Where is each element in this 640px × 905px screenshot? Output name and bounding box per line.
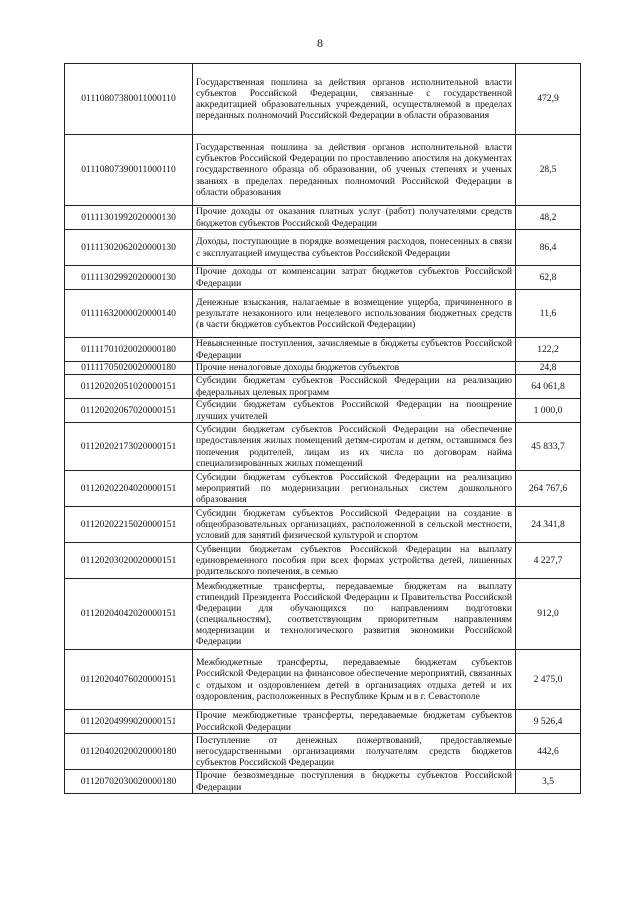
row-code: 01120204999020000151 xyxy=(65,710,193,734)
row-amount: 62,8 xyxy=(516,266,581,290)
row-amount: 9 526,4 xyxy=(516,710,581,734)
row-description: Прочие безвозмездные поступления в бюджеты субъектов Российской Федерации xyxy=(193,770,516,794)
row-amount: 264 767,6 xyxy=(516,471,581,507)
row-description: Невыясненные поступления, зачисляемые в бюджеты субъектов Российской Федерации xyxy=(193,338,516,362)
row-amount: 28,5 xyxy=(516,135,581,206)
row-description: Межбюджетные трансферты, передаваемые бюджетам субъектов Российской Федерации на финансовое обеспечение мероприятий, связанных с отдыхом и оздоровлением детей в организациях отдыха детей и их оздоровления, расположенных в Республике Крым и в г. Севастополе xyxy=(193,650,516,710)
row-description: Субсидии бюджетам субъектов Российской Федерации на поощрение лучших учителей xyxy=(193,399,516,423)
row-description: Межбюджетные трансферты, передаваемые бюджетам на выплату стипендий Президента Российской Федерации и Правительства Российской Федерации для обучающихся по направлениям подготовки (специальностям), соответствующим приоритетным направлениям модернизации и технологического развития экономики Российской Федерации xyxy=(193,579,516,650)
row-code: 01120202215020000151 xyxy=(65,507,193,543)
table-row xyxy=(65,507,581,543)
row-amount: 912,0 xyxy=(516,579,581,650)
row-amount: 86,4 xyxy=(516,230,581,266)
row-code: 01111302062020000130 xyxy=(65,230,193,266)
row-code: 01120402020020000180 xyxy=(65,734,193,770)
row-code: 01111301992020000130 xyxy=(65,206,193,230)
table-body xyxy=(65,64,581,794)
row-code: 01111701020020000180 xyxy=(65,338,193,362)
row-description: Субсидии бюджетам субъектов Российской Федерации на реализацию мероприятий по модернизации региональных систем дошкольного образования xyxy=(193,471,516,507)
row-amount: 1 000,0 xyxy=(516,399,581,423)
table-row xyxy=(65,362,581,375)
table-row xyxy=(65,543,581,579)
table-row xyxy=(65,290,581,338)
table-row xyxy=(65,266,581,290)
row-amount: 24 341,8 xyxy=(516,507,581,543)
table-row xyxy=(65,471,581,507)
row-code: 01120702030020000180 xyxy=(65,770,193,794)
row-description: Доходы, поступающие в порядке возмещения расходов, понесенных в связи с эксплуатацией имущества субъектов Российской Федерации xyxy=(193,230,516,266)
row-code: 01111632000020000140 xyxy=(65,290,193,338)
table-row xyxy=(65,338,581,362)
row-amount: 4 227,7 xyxy=(516,543,581,579)
row-description: Прочие доходы от оказания платных услуг (работ) получателями средств бюджетов субъектов Российской Федерации xyxy=(193,206,516,230)
page-number: 8 xyxy=(317,36,323,50)
table-row xyxy=(65,230,581,266)
budget-revenue-table xyxy=(64,63,581,794)
table-row xyxy=(65,375,581,399)
table-row xyxy=(65,399,581,423)
row-amount: 2 475,0 xyxy=(516,650,581,710)
table-row xyxy=(65,423,581,471)
row-description: Прочие доходы от компенсации затрат бюджетов субъектов Российской Федерации xyxy=(193,266,516,290)
row-description: Прочие неналоговые доходы бюджетов субъектов xyxy=(193,362,516,375)
row-code: 01110807390011000110 xyxy=(65,135,193,206)
row-description: Денежные взыскания, налагаемые в возмещение ущерба, причиненного в результате незаконного или нецелевого использования бюджетных средств (в части бюджетов субъектов Российской Федерации) xyxy=(193,290,516,338)
row-code: 01120204042020000151 xyxy=(65,579,193,650)
row-description: Субсидии бюджетам субъектов Российской Федерации на обеспечение предоставления жилых помещений детям-сиротам и детям, оставшимся без попечения родителей, лицам из их числа по договорам найма специализированных жилых помещений xyxy=(193,423,516,471)
table-row xyxy=(65,206,581,230)
row-code: 01111705020020000180 xyxy=(65,362,193,375)
row-code: 01120202173020000151 xyxy=(65,423,193,471)
row-description: Субсидии бюджетам субъектов Российской Федерации на создание в общеобразовательных организациях, расположенной в сельской местности, условий для занятий физической культурой и спортом xyxy=(193,507,516,543)
table-row xyxy=(65,579,581,650)
row-code: 01110807380011000110 xyxy=(65,64,193,135)
row-code: 01120202204020000151 xyxy=(65,471,193,507)
row-amount: 48,2 xyxy=(516,206,581,230)
row-description: Прочие межбюджетные трансферты, передаваемые бюджетам субъектов Российской Федерации xyxy=(193,710,516,734)
row-amount: 24,8 xyxy=(516,362,581,375)
row-description: Государственная пошлина за действия органов исполнительной власти субъектов Российской Федерации по проставлению апостиля на документах государственного образца об образовании, об ученых степенях и ученых званиях в пределах переданных полномочий Российской Федерации в области образования xyxy=(193,135,516,206)
row-code: 01120203020020000151 xyxy=(65,543,193,579)
table-row xyxy=(65,135,581,206)
row-code: 01111302992020000130 xyxy=(65,266,193,290)
row-amount: 45 833,7 xyxy=(516,423,581,471)
row-code: 01120202051020000151 xyxy=(65,375,193,399)
table-row xyxy=(65,734,581,770)
row-description: Поступление от денежных пожертвований, предоставляемые негосударственными организациями получателям средств бюджетов субъектов Российской Федерации xyxy=(193,734,516,770)
row-amount: 3,5 xyxy=(516,770,581,794)
row-description: Государственная пошлина за действия органов исполнительной власти субъектов Российской Федерации, связанные с государственной аккредитацией образовательных учреждений, осуществляемой в пределах переданных полномочий Российской Федерации в области образования xyxy=(193,64,516,135)
row-amount: 11,6 xyxy=(516,290,581,338)
table-row xyxy=(65,650,581,710)
row-description: Субсидии бюджетам субъектов Российской Федерации на реализацию федеральных целевых программ xyxy=(193,375,516,399)
row-code: 01120204076020000151 xyxy=(65,650,193,710)
table-row xyxy=(65,770,581,794)
row-amount: 122,2 xyxy=(516,338,581,362)
table-row xyxy=(65,710,581,734)
row-amount: 442,6 xyxy=(516,734,581,770)
table-row xyxy=(65,64,581,135)
row-amount: 472,9 xyxy=(516,64,581,135)
row-code: 01120202067020000151 xyxy=(65,399,193,423)
row-description: Субвенции бюджетам субъектов Российской Федерации на выплату единовременного пособия при всех формах устройства детей, лишенных родительского попечения, в семью xyxy=(193,543,516,579)
row-amount: 64 061,8 xyxy=(516,375,581,399)
